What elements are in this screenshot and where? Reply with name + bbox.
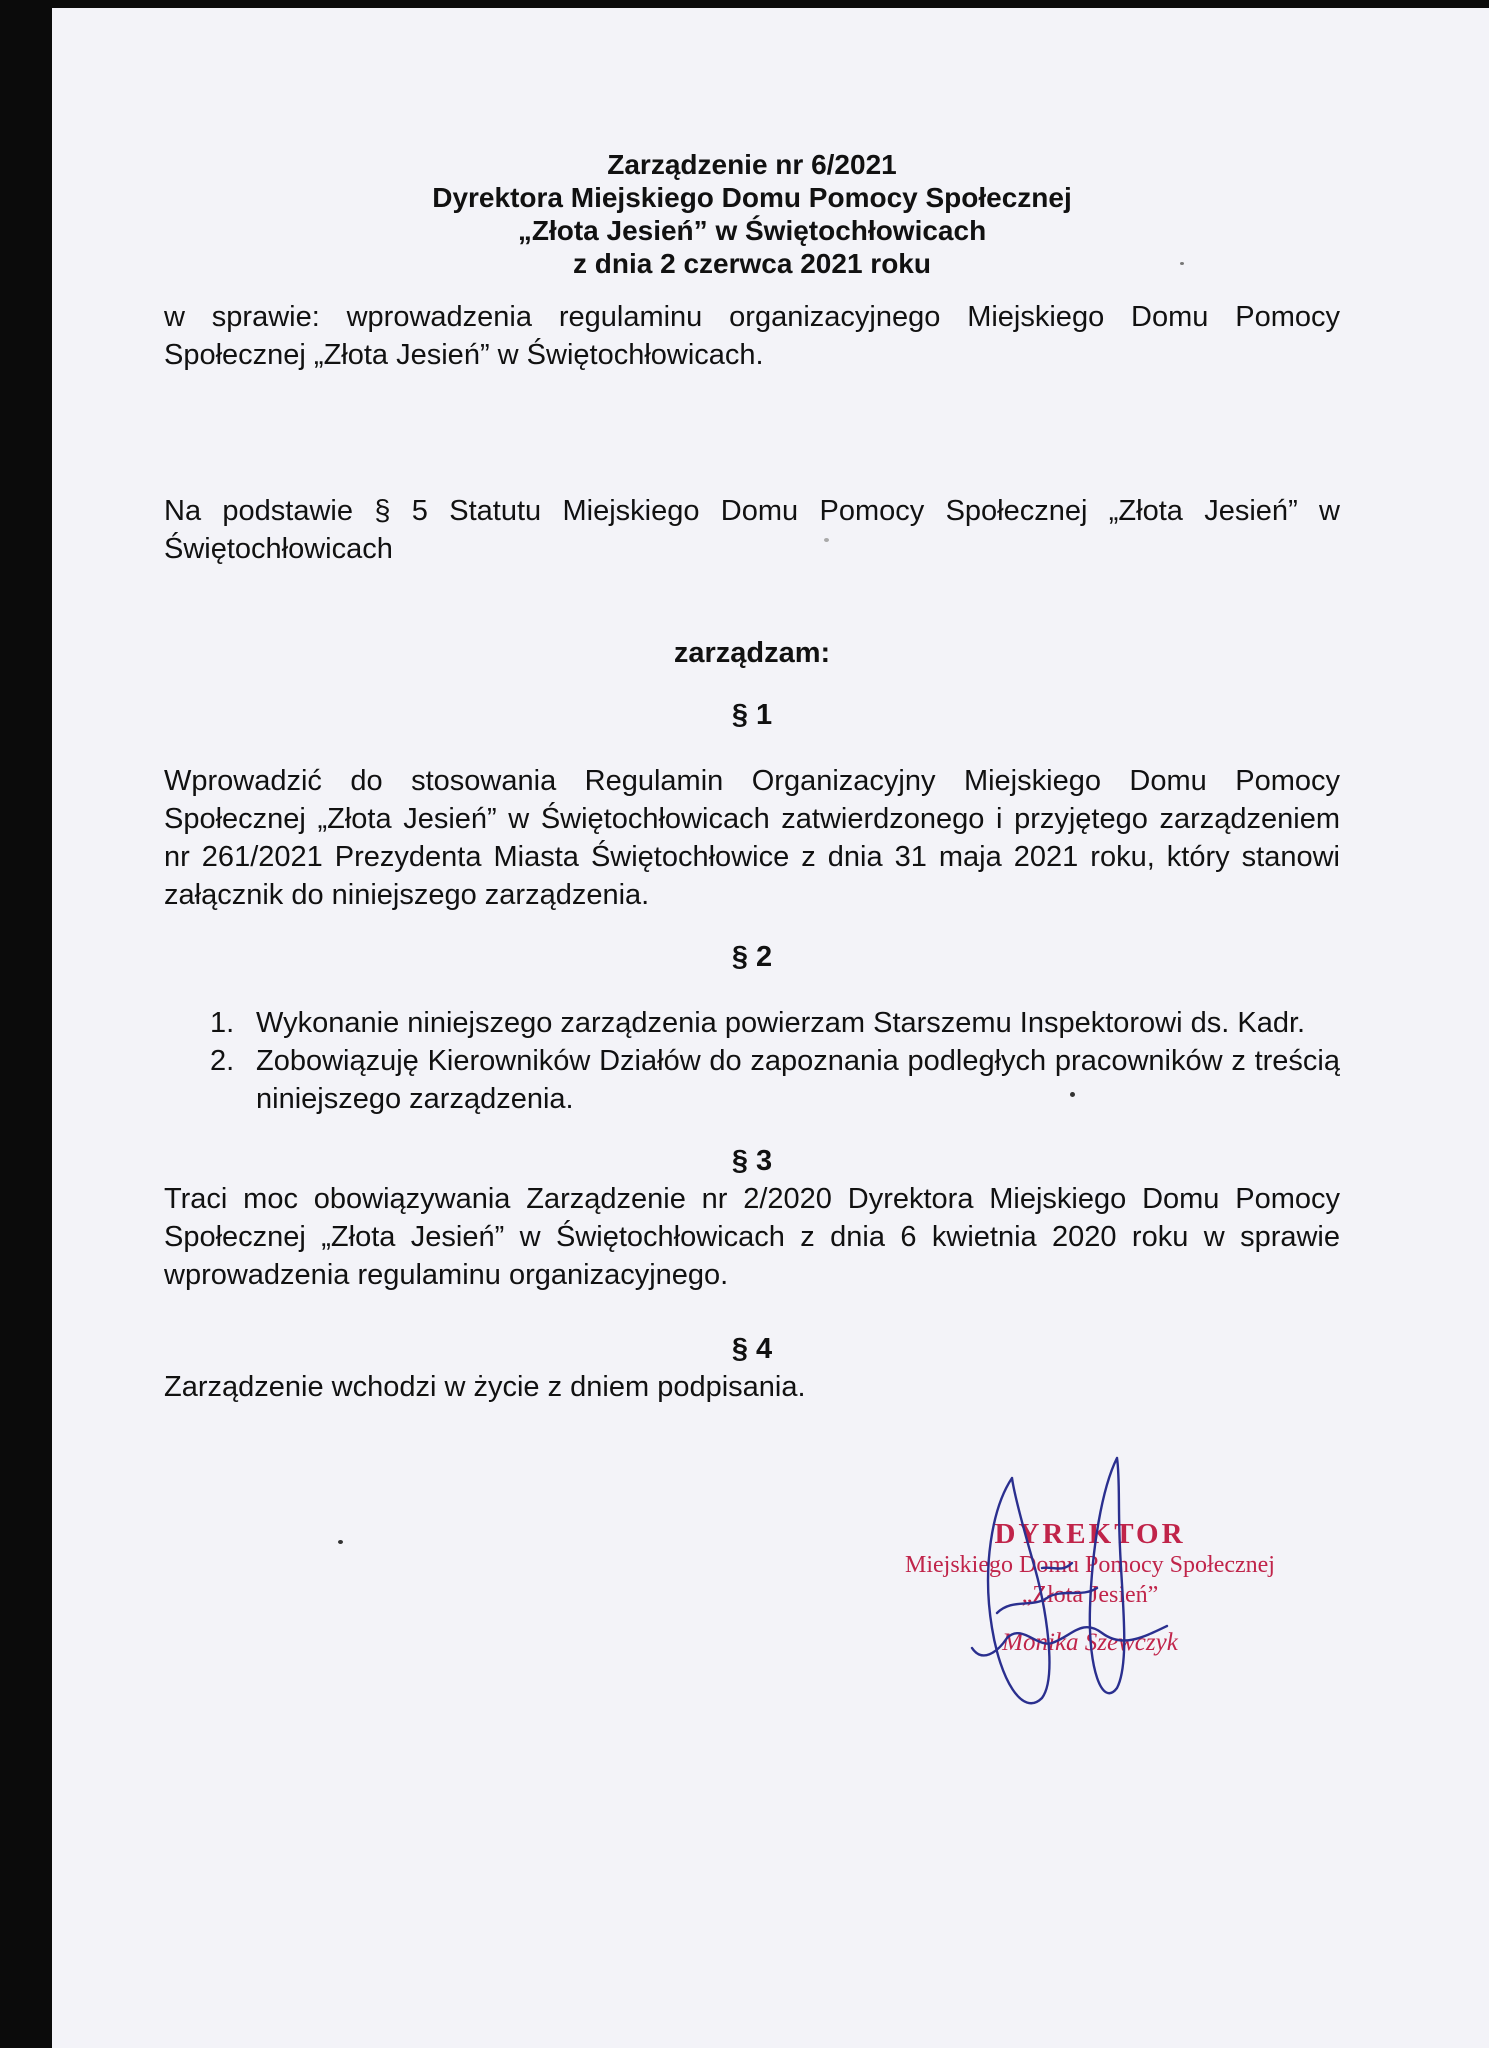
handwritten-signature <box>952 1448 1192 1728</box>
scanned-page <box>52 8 1489 2048</box>
scan-speck <box>338 1540 343 1544</box>
stamp-institution: Miejskiego Domu Pomocy Społecznej <box>905 1552 1275 1578</box>
list-item-number: 1. <box>210 1007 235 1039</box>
section-4-heading: § 4 <box>731 1333 773 1365</box>
decree-word: zarządzam: <box>673 637 831 669</box>
list-item <box>210 1042 1340 1118</box>
section-3-text: Traci moc obowiązywania Zarządzenie nr 2/2020 Dyrektora Miejskiego Domu Pomocy Społecznej „Złota Jesień” w Świętochłowicach z dnia 6 kwietnia 2020 roku w sprawie wprowadzenia regulaminu organizacyjnego. <box>164 1183 1340 1291</box>
document-header <box>164 148 1340 280</box>
section-1-heading: § 1 <box>731 699 773 731</box>
list-item <box>210 1004 1340 1042</box>
stamp-title: DYREKTOR <box>994 1518 1186 1550</box>
subject-paragraph: w sprawie: wprowadzenia regulaminu organizacyjnego Miejskiego Domu Pomocy Społecznej „Złota Jesień” w Świętochłowicach. <box>164 301 1340 371</box>
section-2-heading: § 2 <box>731 941 773 973</box>
list-item-text: Wykonanie niniejszego zarządzenia powierzam Starszemu Inspektorowi ds. Kadr. <box>256 1007 1306 1039</box>
list-item-number: 2. <box>210 1045 235 1077</box>
section-4-text: Zarządzenie wchodzi w życie z dniem podpisania. <box>164 1371 806 1403</box>
legal-basis-paragraph: Na podstawie § 5 Statutu Miejskiego Domu Pomocy Społecznej „Złota Jesień” w Świętochłowicach <box>164 495 1340 565</box>
scan-speck <box>1070 1092 1075 1097</box>
scan-speck <box>1180 262 1184 265</box>
header-line-1: Zarządzenie nr 6/2021 <box>607 149 897 180</box>
list-item-text: Zobowiązuję Kierowników Działów do zapoznania podległych pracowników z treścią niniejszego zarządzenia. <box>256 1045 1340 1115</box>
stamp-institution-name: „Złota Jesień” <box>1021 1582 1159 1608</box>
header-line-2: Dyrektora Miejskiego Domu Pomocy Społecznej <box>432 182 1072 213</box>
section-1-text: Wprowadzić do stosowania Regulamin Organizacyjny Miejskiego Domu Pomocy Społecznej „Złota Jesień” w Świętochłowicach zatwierdzonego i przyjętego zarządzeniem nr 261/2021 Prezydenta Miasta Świętochłowice z dnia 31 maja 2021 roku, który stanowi załącznik do niniejszego zarządzenia. <box>164 765 1340 911</box>
section-2-list <box>164 1004 1340 1118</box>
header-line-4: z dnia 2 czerwca 2021 roku <box>573 248 931 279</box>
scan-speck <box>824 538 829 542</box>
header-line-3: „Złota Jesień” w Świętochłowicach <box>517 215 987 246</box>
stamp-person-name: Monika Szewczyk <box>1002 1629 1178 1656</box>
document-body <box>164 148 1340 1406</box>
section-3-heading: § 3 <box>731 1145 773 1177</box>
